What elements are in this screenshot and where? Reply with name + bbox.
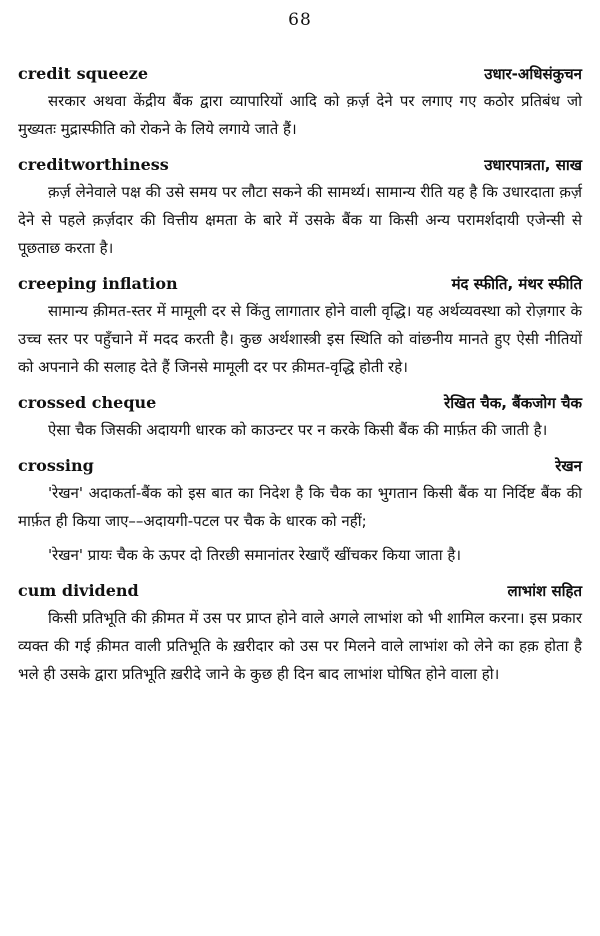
entry-hindi-term: रेखित चैक, बैंकजोग चैक [444,394,582,412]
entry-definition: किसी प्रतिभूति की क़ीमत में उस पर प्राप्त होने वाले अगले लाभांश को भी शामिल करना। इस प्रकार व्यक्त की गई क़ीमत वाली प्रतिभूति के ख़रीदार को उस पर मिलने वाले लाभांश को लेने का हक़ होता है भले ही उसके द्वारा प्रतिभूति ख़रीदे जाने के कुछ ही दिन बाद लाभांश घोषित होने वाला हो। [18,609,582,683]
entry-term: credit squeeze [18,64,149,83]
entry-term: cum dividend [18,581,139,600]
entry-hindi-term: मंद स्फीति, मंथर स्फीति [451,275,582,293]
entry-definition: क़र्ज़ लेनेवाले पक्ष की उसे समय पर लौटा सकने की सामर्थ्य। सामान्य रीति यह है कि उधारदाता क़र्ज़ देने से पहले क़र्ज़दार की वित्तीय क्षमता के बारे में उसके बैंक या किसी अन्य परामर्शदायी एजेन्सी से पूछताछ करता है। [18,183,582,257]
entry-creditworthiness [18,155,582,262]
entry-crossed-cheque [18,393,582,444]
entry-crossing [18,456,582,569]
entry-term: creeping inflation [18,274,178,293]
entry-hindi-term: रेखन [555,457,582,475]
entry-definition: 'रेखन' अदाकर्ता-बैंक को इस बात का निदेश है कि चैक का भुगतान किसी बैंक या निर्दिष्ट बैंक की मार्फ़त ही किया जाए––अदायगी-पटल पर चैक के धारक को नहीं; [18,484,582,530]
entry-header [18,456,582,476]
entry-creeping-inflation [18,274,582,381]
entry-term: crossing [18,456,94,475]
entry-hindi-term: उधारपात्रता, साख [484,156,582,174]
entry-header [18,581,582,601]
entry-header [18,155,582,175]
entry-credit-squeeze [18,64,582,143]
entry-header [18,64,582,84]
entry-definition: सामान्य क़ीमत-स्तर में मामूली दर से किंतु लागातार होने वाली वृद्धि। यह अर्थव्यवस्था को रोज़गार के उच्च स्तर पर पहुँचाने में मदद करती है। कुछ अर्थशास्त्री इस स्थिति को वांछनीय मानते हुए ऐसी नीतियों को अपनाने की सलाह देते हैं जिनसे मामूली दर पर क़ीमत-वृद्धि होती रहे। [18,302,582,376]
entry-hindi-term: उधार-अधिसंकुचन [484,65,582,83]
entry-definition-note: 'रेखन' प्रायः चैक के ऊपर दो तिरछी समानांतर रेखाएँ खींचकर किया जाता है। [48,546,462,564]
entry-term: crossed cheque [18,393,157,412]
entry-hindi-term: लाभांश सहित [507,582,582,600]
entry-definition: ऐसा चैक जिसकी अदायगी धारक को काउन्टर पर न करके किसी बैंक की मार्फ़त की जाती है। [48,421,548,439]
entry-cum-dividend [18,581,582,688]
entry-term: creditworthiness [18,155,169,174]
entry-header [18,274,582,294]
entry-definition: सरकार अथवा केंद्रीय बैंक द्वारा व्यापारियों आदि को क़र्ज़ देने पर लगाए गए कठोर प्रतिबंध जो मुख्यतः मुद्रास्फीति को रोकने के लिये लगाये जाते हैं। [18,92,582,138]
page-number: 68 [288,10,312,30]
entry-header [18,393,582,413]
